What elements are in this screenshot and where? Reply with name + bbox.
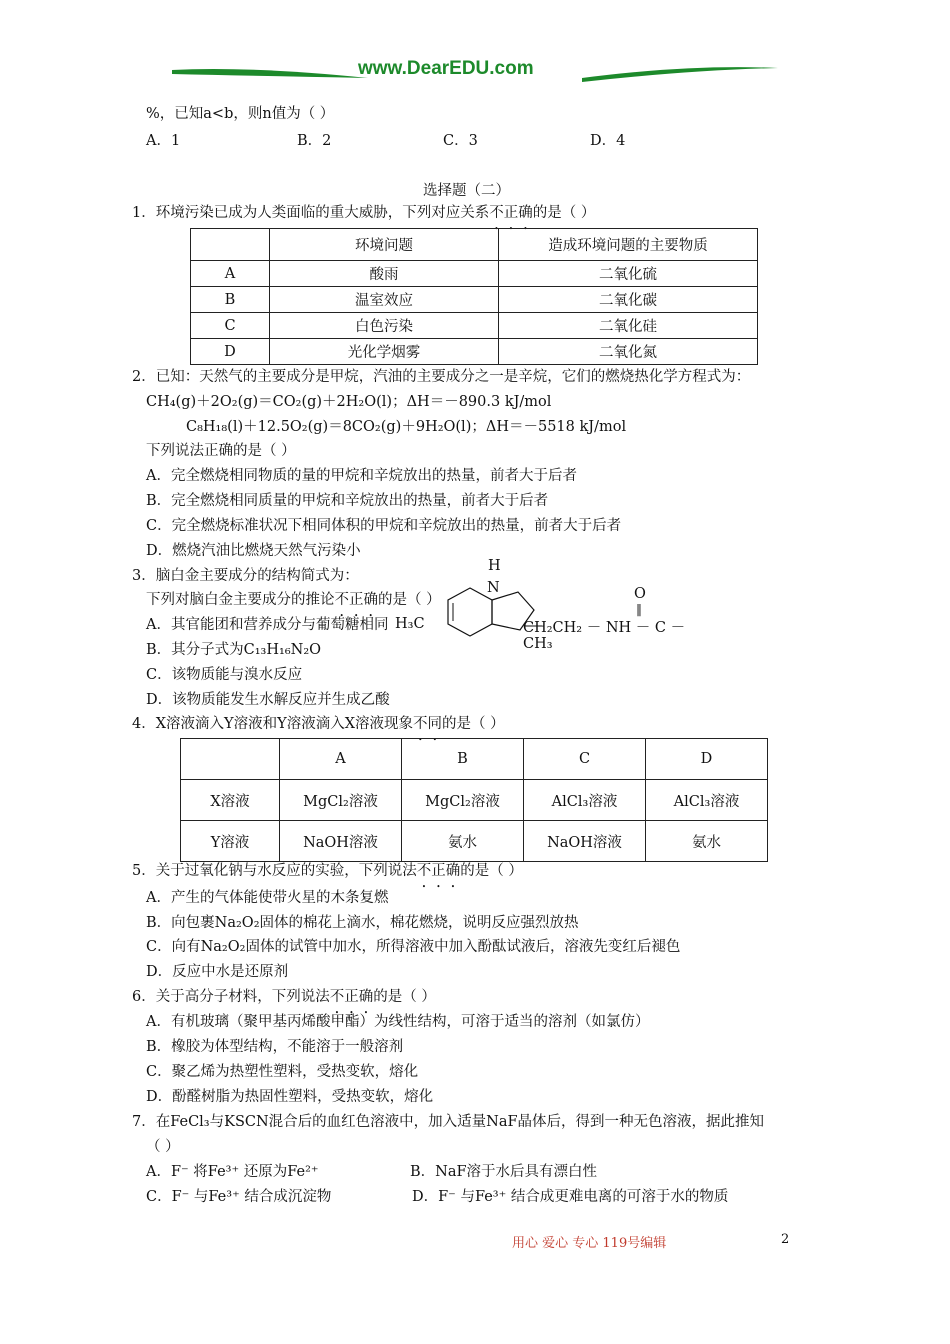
- q3-option-b: B．其分子式为C₁₃H₁₆N₂O: [146, 642, 322, 658]
- q5-option-a: A．产生的气体能使带火星的木条复燃: [146, 890, 389, 906]
- q2-equation-1: CH₄(g)＋2O₂(g)＝CO₂(g)＋2H₂O(l)；ΔH＝－890.3 kJ/mol: [146, 394, 552, 410]
- prev-option-d: D．4: [590, 133, 626, 149]
- q2-ask: 下列说法正确的是（ ）: [146, 443, 296, 459]
- q3-structure: [390, 558, 700, 658]
- q7-option-d: D．F⁻ 与Fe³⁺ 结合成更难电离的可溶于水的物质: [412, 1189, 729, 1205]
- q5-option-b: B．向包裹Na₂O₂固体的棉花上滴水，棉花燃烧，说明反应强烈放热: [146, 915, 579, 931]
- q7-option-c: C．F⁻ 与Fe³⁺ 结合成沉淀物: [146, 1189, 332, 1205]
- q3-option-c: C．该物质能与溴水反应: [146, 667, 303, 683]
- q2-equation-2: C₈H₁₈(l)＋12.5O₂(g)＝8CO₂(g)＋9H₂O(l)；ΔH＝－5518 kJ/mol: [186, 419, 627, 435]
- q5-option-c: C．向有Na₂O₂固体的试管中加水，所得溶液中加入酚酞试液后，溶液先变红后褪色: [146, 939, 681, 955]
- struct-ch3: CH₃: [523, 636, 553, 652]
- q4-stem: 4．X溶液滴入Y溶液和Y溶液滴入X溶液现象不同的是（ ）: [132, 716, 505, 732]
- q1-table: 环境问题 造成环境问题的主要物质 A 酸雨 二氧化硫 B 温室效应 二氧化碳 C 白色污染 二氧化硅 D 光化学烟雾 二氧化氮: [190, 228, 758, 365]
- section-title: 选择题（二）: [423, 183, 510, 199]
- header-banner: [170, 52, 780, 92]
- q4-table: A B C D X溶液 MgCl₂溶液 MgCl₂溶液 AlCl₃溶液 AlCl₃溶液 Y溶液 NaOH溶液 氨水 NaOH溶液 氨水: [180, 738, 768, 862]
- struct-h3c: H₃C: [395, 616, 425, 632]
- q6-option-a: A．有机玻璃（聚甲基丙烯酸甲酯）为线性结构，可溶于适当的溶剂（如氯仿）: [146, 1014, 650, 1030]
- footer-note: 用心 爱心 专心 119号编辑: [512, 1236, 667, 1251]
- prev-option-b: B．2: [297, 133, 332, 149]
- q2-option-d: D．燃烧汽油比燃烧天然气污染小: [146, 543, 361, 559]
- q3-stem: 3．脑白金主要成分的结构简式为：: [132, 568, 359, 584]
- q7-option-b: B．NaF溶于水后具有漂白性: [410, 1164, 598, 1180]
- q1-stem: 1．环境污染已成为人类面临的重大威胁，下列对应关系不正确的是（ ）: [132, 205, 596, 221]
- q7-stem: 7．在FeCl₃与KSCN混合后的血红色溶液中，加入适量NaF晶体后，得到一种无色溶液，据此推知: [132, 1114, 765, 1130]
- q5-option-d: D．反应中水是还原剂: [146, 964, 289, 980]
- q7-option-a: A．F⁻ 将Fe³⁺ 还原为Fe²⁺: [146, 1164, 319, 1180]
- q2-stem: 2．已知：天然气的主要成分是甲烷，汽油的主要成分之一是辛烷，它们的燃烧热化学方程式为：: [132, 369, 751, 385]
- struct-chain: CH₂CH₂ － NH － C －: [523, 620, 686, 636]
- prev-question-tail: %，已知a<b，则n值为（ ）: [146, 106, 335, 122]
- q3-option-d: D．该物质能发生水解反应并生成乙酸: [146, 692, 390, 708]
- struct-o: O: [634, 586, 646, 602]
- header-site-name: www.DearEDU.com: [358, 58, 534, 79]
- struct-n: N: [487, 580, 500, 596]
- prev-option-a: A．1: [146, 133, 181, 149]
- q3-ask: 下列对脑白金主要成分的推论不正确的是（ ）: [146, 592, 441, 608]
- header-swoosh-right: [580, 58, 780, 88]
- header-swoosh-left: [170, 58, 370, 88]
- q2-option-c: C．完全燃烧标准状况下相同体积的甲烷和辛烷放出的热量，前者大于后者: [146, 518, 622, 534]
- q6-option-c: C．聚乙烯为热塑性塑料，受热变软，熔化: [146, 1064, 419, 1080]
- q2-option-a: A．完全燃烧相同物质的量的甲烷和辛烷放出的热量，前者大于后者: [146, 468, 577, 484]
- q3-option-a: A．其官能团和营养成分与葡萄糖相同: [146, 617, 389, 633]
- struct-double-bond: ‖: [636, 602, 642, 616]
- q7-paren: （ ）: [146, 1139, 180, 1155]
- prev-option-c: C．3: [443, 133, 478, 149]
- q2-option-b: B．完全燃烧相同质量的甲烷和辛烷放出的热量，前者大于后者: [146, 493, 549, 509]
- q6-stem: 6．关于高分子材料，下列说法不正确的是（ ）: [132, 989, 436, 1005]
- page-number: 2: [781, 1232, 790, 1247]
- q6-option-b: B．橡胶为体型结构，不能溶于一般溶剂: [146, 1039, 404, 1055]
- q5-stem: 5．关于过氧化钠与水反应的实验，下列说法不正确的是（ ）: [132, 863, 523, 879]
- struct-h: H: [488, 558, 501, 574]
- q6-option-d: D．酚醛树脂为热固性塑料，受热变软，熔化: [146, 1089, 434, 1105]
